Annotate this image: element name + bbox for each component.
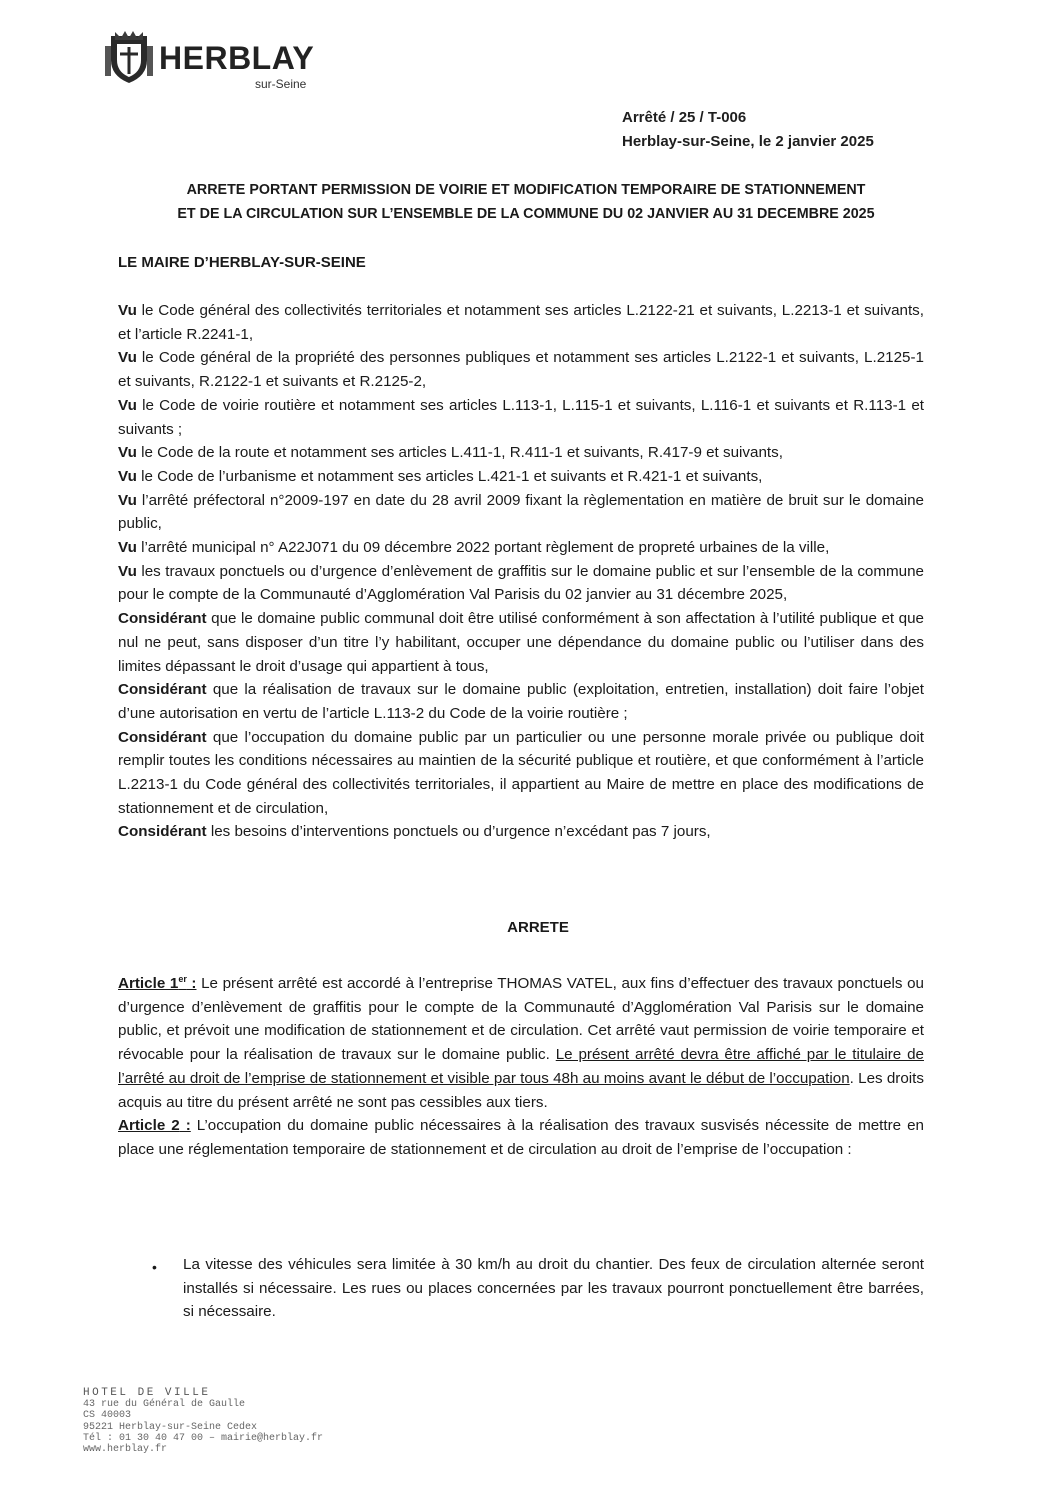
consideration-item: Vu le Code de l’urbanisme et notamment ses articles L.421-1 et suivants et R.421-1 et suivants, — [118, 467, 763, 485]
footer-title: HOTEL DE VILLE — [83, 1387, 211, 1399]
footer-line: Tél : 01 30 40 47 00 – mairie@herblay.fr — [83, 1432, 324, 1444]
decree-title-line-2: ET DE LA CIRCULATION SUR L’ENSEMBLE DE LA COMMUNE DU 02 JANVIER AU 31 DECEMBRE 2025 — [177, 206, 875, 222]
consideration-item: Vu les travaux ponctuels ou d’urgence d’enlèvement de graffitis sur le domaine public et sur l’ensemble de la commune pour le compte de la Communauté d’Agglomération Val Parisis du 02 janvier au 31 décembre 2025, — [118, 562, 924, 604]
consideration-item: Considérant que la réalisation de travaux sur le domaine public (exploitation, entretien, installation) doit faire l’objet d’une autorisation en vertu de l’article L.113-2 du Code de la voirie routière ; — [118, 681, 924, 722]
consideration-item: Considérant les besoins d’interventions ponctuels ou d’urgence n’excédant pas 7 jours, — [118, 823, 711, 841]
decree-title — [118, 178, 934, 226]
herblay-logo — [103, 30, 333, 90]
articles-section — [118, 968, 924, 1162]
logo-name: HERBLAY — [159, 40, 315, 76]
logo-subtitle: sur-Seine — [255, 77, 307, 91]
footer-line: CS 40003 — [83, 1410, 132, 1422]
consideration-item: Vu l’arrêté municipal n° A22J071 du 09 décembre 2022 portant règlement de propreté urbaines de la ville, — [118, 539, 830, 557]
decree-number: Arrêté / 25 / T-006 — [622, 109, 747, 126]
bullet-icon: • — [152, 1259, 157, 1275]
consideration-item: Vu le Code de la route et notamment ses articles L.411-1, R.411-1 et suivants, R.417-9 et suivants, — [118, 444, 783, 462]
consideration-item: Vu le Code général de la propriété des personnes publiques et notamment ses articles L.2122-1 et suivants, L.2125-1 et suivants, R.2122-1 et suivants et R.2125-2, — [118, 349, 924, 391]
decree-title-line-1: ARRETE PORTANT PERMISSION DE VOIRIE ET MODIFICATION TEMPORAIRE DE STATIONNEMENT — [186, 182, 866, 198]
consideration-item: Considérant que l’occupation du domaine public par un particulier ou une personne morale privée ou publique doit remplir toutes les conditions nécessaires au maintien de la sécurité publique et routière, et que conformément à l’article L.2213-1 du Code général des collectivités territoriales, il appartient au Maire de mettre en place des modifications de stationnement et de circulation, — [118, 728, 924, 817]
place-and-date: Herblay-sur-Seine, le 2 janvier 2025 — [622, 133, 874, 150]
city-crest-icon — [103, 30, 155, 86]
considerations-list — [118, 299, 924, 844]
article-1: Article 1er : Le présent arrêté est accordé à l’entreprise THOMAS VATEL, aux fins d’effectuer des travaux ponctuels ou d’urgence d’enlèvement de graffitis pour le compte de la Communauté d’Agglomération Val Parisis sur le domaine public, et prévoit une modification de stationnement et de circulation. Cet arrêté vaut permission de voirie temporaire et révocable pour la réalisation de travaux sur le domaine public. Le présent arrêté devra être affiché par le titulaire de l’arrêté au droit de l’emprise de stationnement et visible par tous 48h au moins avant le début de l’occupation. Les droits acquis au titre du présent arrêté ne sont pas cessibles aux tiers. — [118, 974, 924, 1111]
decision-heading: ARRETE — [507, 919, 569, 936]
article-1-label: Article 1er : — [118, 974, 197, 993]
posting-requirement: Le présent arrêté devra être affiché par le titulaire de l’arrêté au droit de l’emprise de stationnement et visible par tous 48h au moins avant le début de l’occupation — [118, 1046, 924, 1087]
footer-website-link[interactable]: www.herblay.fr — [83, 1444, 168, 1456]
consideration-item: Vu le Code général des collectivités territoriales et notamment ses articles L.2122-21 et suivants, L.2213-1 et suivants, et l’article R.2241-1, — [118, 302, 924, 343]
article-2: Article 2 : L’occupation du domaine public nécessaires à la réalisation des travaux susvisés nécessite de mettre en place une réglementation temporaire de stationnement et de circulation au droit de l’emprise de l’occupation : — [118, 1117, 925, 1158]
consideration-item: Vu l’arrêté préfectoral n°2009-197 en date du 28 avril 2009 fixant la règlementation en matière de bruit sur le domaine public, — [118, 491, 924, 533]
consideration-item: Vu le Code de voirie routière et notamment ses articles L.113-1, L.115-1 et suivants, L.116-1 et suivants et R.113-1 et suivants ; — [118, 396, 924, 438]
consideration-item: Considérant que le domaine public communal doit être utilisé conformément à son affectation à l’utilité publique et que nul ne peut, sans disposer d’un titre l’y habilitant, occuper une dépendance du domaine public ou l’utiliser dans des limites dépassant le droit d’usage qui appartient à tous, — [118, 610, 924, 675]
footer-line: 95221 Herblay-sur-Seine Cedex — [83, 1421, 258, 1433]
footer-address — [83, 1388, 323, 1455]
document-reference-block — [622, 106, 874, 154]
footer-line: 43 rue du Général de Gaulle — [83, 1399, 246, 1411]
issuing-authority: LE MAIRE D’HERBLAY-SUR-SEINE — [118, 254, 366, 271]
article-2-label: Article 2 : — [118, 1117, 191, 1135]
speed-limit-bullet: La vitesse des véhicules sera limitée à 30 km/h au droit du chantier. Des feux de circulation alternée seront installés si nécessaire. Les rues ou places concernées par les travaux pourront ponctuellement être barrées, si nécessaire. — [183, 1256, 924, 1321]
